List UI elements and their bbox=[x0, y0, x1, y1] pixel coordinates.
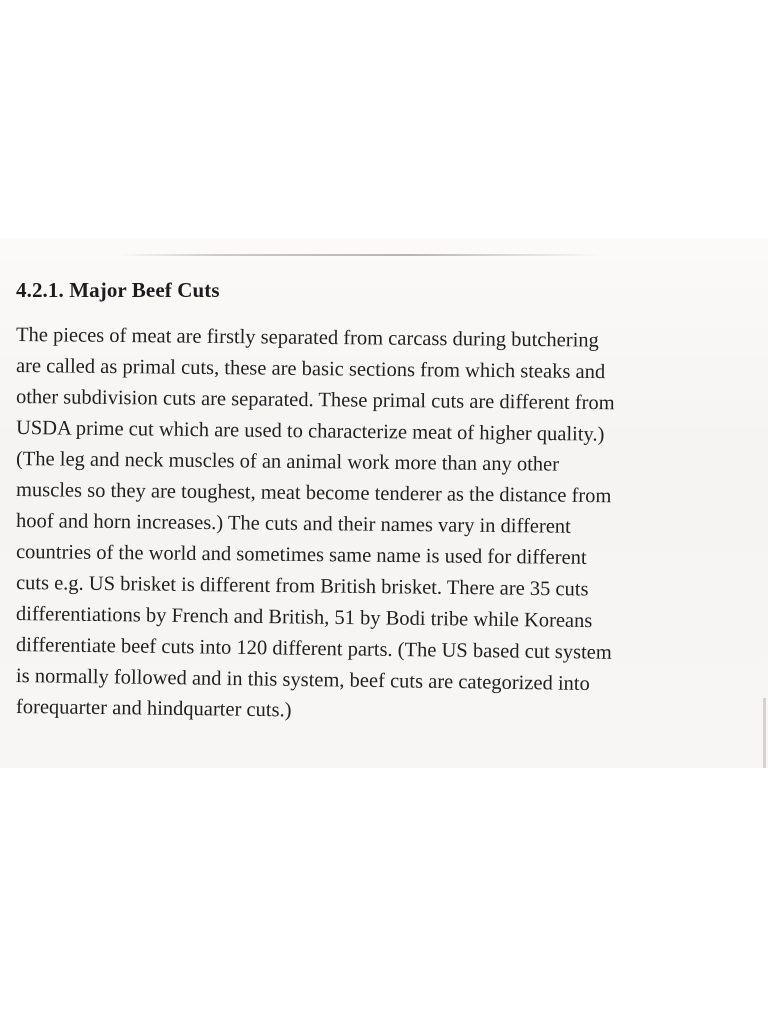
paragraph-line: muscles so they are toughest, meat become tenderer as the distance from bbox=[15, 479, 612, 508]
section-heading: 4.2.1. Major Beef Cuts bbox=[16, 278, 220, 302]
paragraph-line: USDA prime cut which are used to characterize meat of higher quality.) bbox=[15, 417, 605, 446]
paragraph-line: other subdivision cuts are separated. These primal cuts are different from bbox=[15, 386, 615, 415]
paragraph-line: forequarter and hindquarter cuts.) bbox=[15, 696, 292, 722]
section-paragraph bbox=[16, 320, 744, 723]
paragraph-line: is normally followed and in this system, beef cuts are categorized into bbox=[15, 665, 590, 696]
paragraph-line: differentiations by French and British, 51 by Bodi tribe while Koreans bbox=[15, 603, 593, 633]
paragraph-line: cuts e.g. US brisket is different from British brisket. There are 35 cuts bbox=[15, 572, 589, 601]
paragraph-line: (The leg and neck muscles of an animal work more than any other bbox=[15, 448, 560, 476]
scanned-page bbox=[0, 238, 768, 768]
page-edge-shadow bbox=[763, 698, 766, 768]
paragraph-line: countries of the world and sometimes same name is used for different bbox=[15, 541, 587, 569]
paragraph-line: hoof and horn increases.) The cuts and their names vary in different bbox=[15, 510, 571, 538]
paragraph-line: are called as primal cuts, these are basic sections from which steaks and bbox=[15, 355, 606, 384]
cut-off-text-line bbox=[120, 254, 600, 256]
paragraph-line: The pieces of meat are firstly separated from carcass during butchering bbox=[15, 324, 599, 352]
paragraph-line: differentiate beef cuts into 120 different parts. (The US based cut system bbox=[15, 634, 612, 664]
